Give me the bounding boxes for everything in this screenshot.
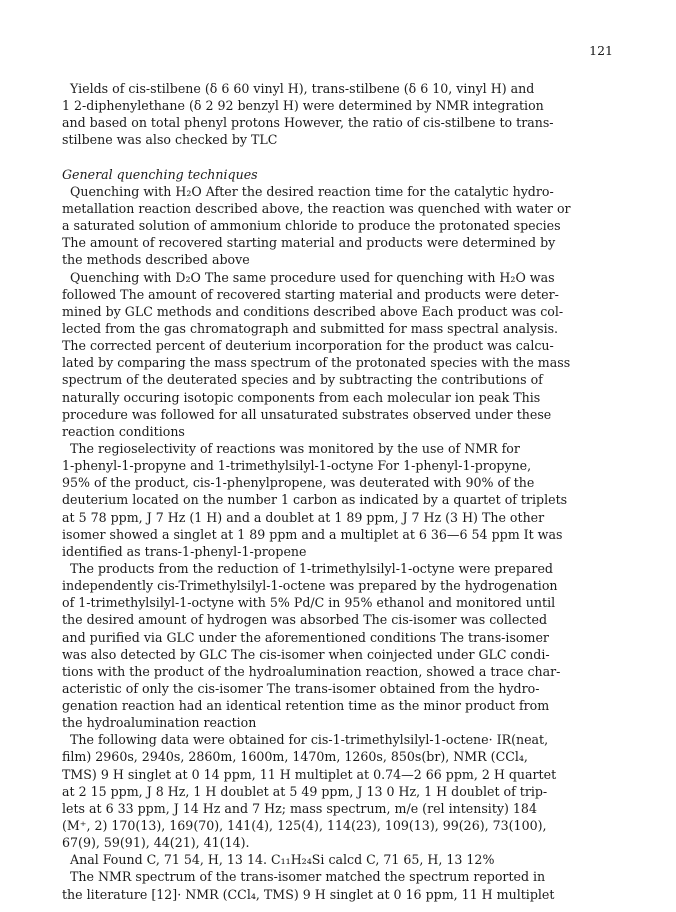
text-line: identified as trans-1-phenyl-1-propene bbox=[62, 543, 307, 559]
text-line: was also detected by GLC The cis-isomer when coinjected under GLC condi- bbox=[62, 646, 550, 662]
text-line: a saturated solution of ammonium chloride to produce the protonated species bbox=[62, 218, 561, 234]
text-line: Anal Found C, 71 54, H, 13 14. C₁₁H₂₄Si calcd C, 71 65, H, 13 12% bbox=[62, 852, 495, 868]
text-line: tions with the product of the hydroalumination reaction, showed a trace char- bbox=[62, 663, 561, 679]
text-line: 67(9), 59(91), 44(21), 41(14). bbox=[62, 835, 250, 851]
body-text bbox=[62, 80, 622, 903]
text-line: isomer showed a singlet at 1 89 ppm and a multiplet at 6 36—6 54 ppm It was bbox=[62, 526, 563, 542]
text-line: (M⁺, 2) 170(13), 169(70), 141(4), 125(4), 114(23), 109(13), 99(26), 73(100), bbox=[62, 818, 547, 834]
text-line: 95% of the product, cis-1-phenylpropene, was deuterated with 90% of the bbox=[62, 475, 535, 491]
text-line: The regioselectivity of reactions was monitored by the use of NMR for bbox=[62, 440, 520, 456]
text-line: The products from the reduction of 1-trimethylsilyl-1-octyne were prepared bbox=[62, 560, 553, 576]
text-line: TMS) 9 H singlet at 0 14 ppm, 11 H multiplet at 0.74—2 66 ppm, 2 H quartet bbox=[62, 766, 557, 782]
text-line: of 1-trimethylsilyl-1-octyne with 5% Pd/C in 95% ethanol and monitored until bbox=[62, 595, 556, 611]
text-line: naturally occuring isotopic components from each molecular ion peak This bbox=[62, 389, 541, 405]
text-line: deuterium located on the number 1 carbon as indicated by a quartet of triplets bbox=[62, 492, 568, 508]
text-line: and based on total phenyl protons However, the ratio of cis-stilbene to trans- bbox=[62, 115, 554, 131]
text-line: The amount of recovered starting material and products were determined by bbox=[62, 235, 556, 251]
text-line: genation reaction had an identical retention time as the minor product from bbox=[62, 698, 550, 714]
text-line: independently cis-Trimethylsilyl-1-octene was prepared by the hydrogenation bbox=[62, 578, 558, 594]
text-line: lated by comparing the mass spectrum of the protonated species with the mass bbox=[62, 355, 571, 371]
text-line: stilbene was also checked by TLC bbox=[62, 132, 278, 148]
text-line: the methods described above bbox=[62, 252, 250, 268]
text-line: The corrected percent of deuterium incorporation for the product was calcu- bbox=[62, 338, 554, 354]
text-line: The following data were obtained for cis-1-trimethylsilyl-1-octene· IR(neat, bbox=[62, 732, 549, 748]
text-line: film) 2960s, 2940s, 2860m, 1600m, 1470m, 1260s, 850s(br), NMR (CCl₄, bbox=[62, 749, 528, 765]
text-line: acteristic of only the cis-isomer The trans-isomer obtained from the hydro- bbox=[62, 680, 540, 696]
text-line: lected from the gas chromatograph and submitted for mass spectral analysis. bbox=[62, 320, 559, 336]
text-line: 1 2-diphenylethane (δ 2 92 benzyl H) were determined by NMR integration bbox=[62, 98, 544, 114]
text-line: metallation reaction described above, the reaction was quenched with water or bbox=[62, 200, 571, 216]
text-line: procedure was followed for all unsaturated substrates observed under these bbox=[62, 406, 552, 422]
text-line: reaction conditions bbox=[62, 423, 185, 439]
text-line: the desired amount of hydrogen was absorbed The cis-isomer was collected bbox=[62, 612, 548, 628]
text-line: Quenching with D₂O The same procedure used for quenching with H₂O was bbox=[62, 269, 555, 285]
spacer bbox=[62, 149, 622, 166]
text-line: Quenching with H₂O After the desired reaction time for the catalytic hydro- bbox=[62, 183, 554, 199]
text-line: at 2 15 ppm, J 8 Hz, 1 H doublet at 5 49 ppm, J 13 0 Hz, 1 H doublet of trip- bbox=[62, 783, 548, 799]
text-line: followed The amount of recovered starting material and products were deter- bbox=[62, 286, 559, 302]
section-heading: General quenching techniques bbox=[62, 166, 258, 182]
text-line: spectrum of the deuterated species and by subtracting the contributions of bbox=[62, 372, 543, 388]
text-line: mined by GLC methods and conditions described above Each product was col- bbox=[62, 303, 564, 319]
text-line: 1-phenyl-1-propyne and 1-trimethylsilyl-1-octyne For 1-phenyl-1-propyne, bbox=[62, 458, 532, 474]
text-line: the hydroalumination reaction bbox=[62, 715, 257, 731]
text-line: the literature [12]· NMR (CCl₄, TMS) 9 H singlet at 0 16 ppm, 11 H multiplet bbox=[62, 886, 555, 902]
text-line: The NMR spectrum of the trans-isomer matched the spectrum reported in bbox=[62, 869, 546, 885]
text-line: lets at 6 33 ppm, J 14 Hz and 7 Hz; mass spectrum, m/e (rel intensity) 184 bbox=[62, 800, 537, 816]
text-line: and purified via GLC under the aforementioned conditions The trans-isomer bbox=[62, 629, 549, 645]
page-number: 121 bbox=[589, 43, 613, 58]
text-line: Yields of cis-stilbene (δ 6 60 vinyl H), trans-stilbene (δ 6 10, vinyl H) and bbox=[62, 81, 535, 96]
text-line: at 5 78 ppm, J 7 Hz (1 H) and a doublet at 1 89 ppm, J 7 Hz (3 H) The other bbox=[62, 509, 545, 525]
